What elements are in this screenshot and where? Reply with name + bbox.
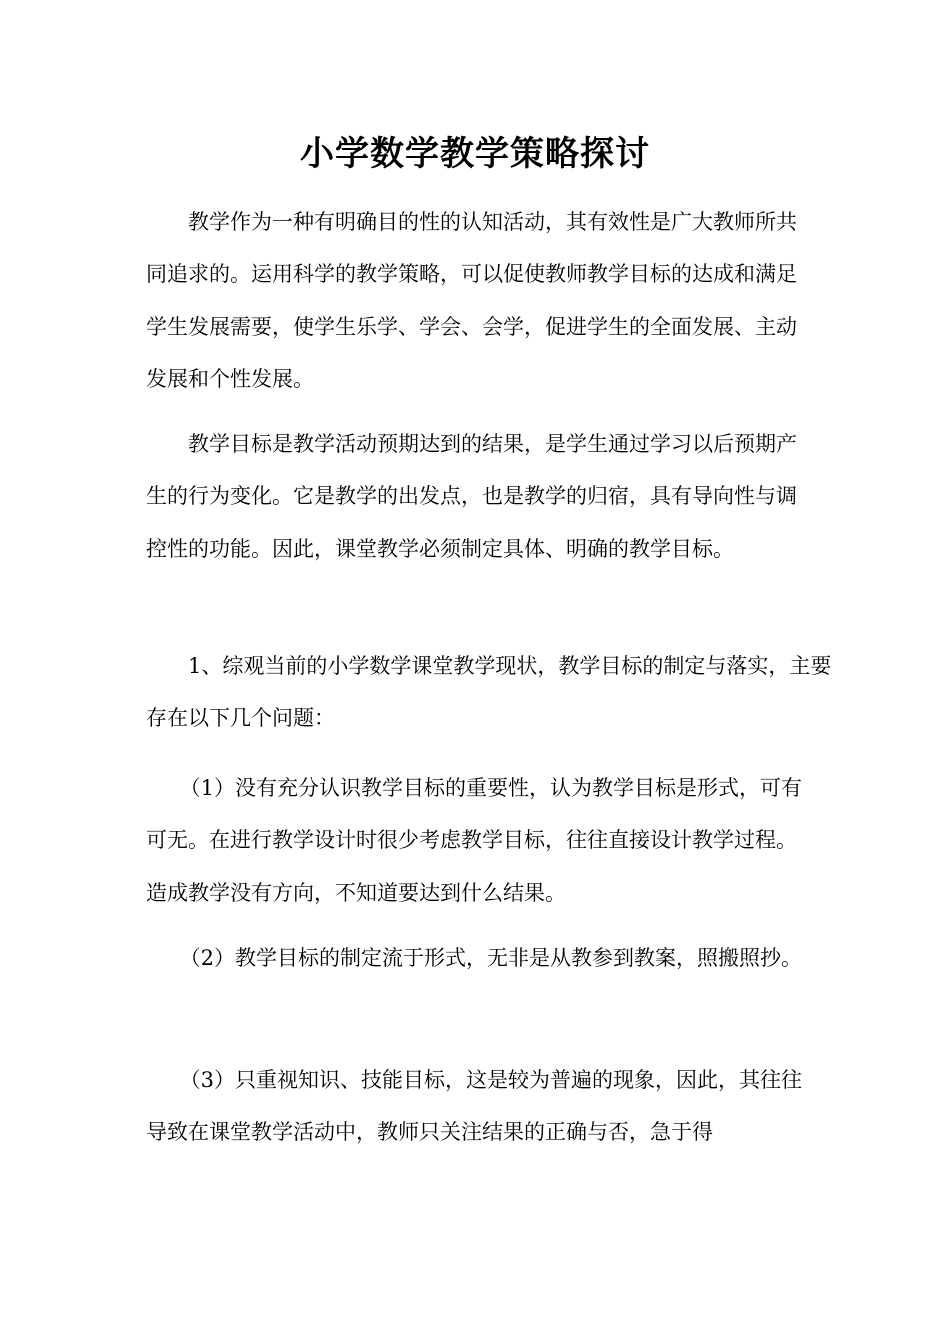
document-title: 小学数学教学策略探讨 (300, 134, 650, 174)
paragraph-issue-2: （2）教学目标的制定流于形式，无非是从教参到教案，照搬照抄。 (179, 946, 802, 970)
paragraph-section-1: 1、综观当前的小学数学课堂教学现状，教学目标的制定与落实，主要存在以下几个问题： (146, 654, 832, 731)
paragraph-teaching-goals: 教学目标是教学活动预期达到的结果，是学生通过学习以后预期产生的行为变化。它是教学的出发点，也是教学的归宿，具有导向性与调控性的功能。因此，课堂教学必须制定具体、明确的教学目标。 (146, 432, 797, 561)
paragraph-intro: 教学作为一种有明确目的性的认知活动，其有效性是广大教师所共同追求的。运用科学的教学策略，可以促使教师教学目标的达成和满足学生发展需要，使学生乐学、学会、会学，促进学生的全面发展、主动发展和个性发展。 (146, 210, 797, 391)
paragraph-issue-3: （3）只重视知识、技能目标，这是较为普遍的现象，因此，其往往导致在课堂教学活动中，教师只关注结果的正确与否，急于得 (146, 1068, 802, 1145)
paragraph-issue-1: （1）没有充分认识教学目标的重要性，认为教学目标是形式，可有可无。在进行教学设计时很少考虑教学目标，往往直接设计教学过程。造成教学没有方向，不知道要达到什么结果。 (146, 776, 802, 905)
